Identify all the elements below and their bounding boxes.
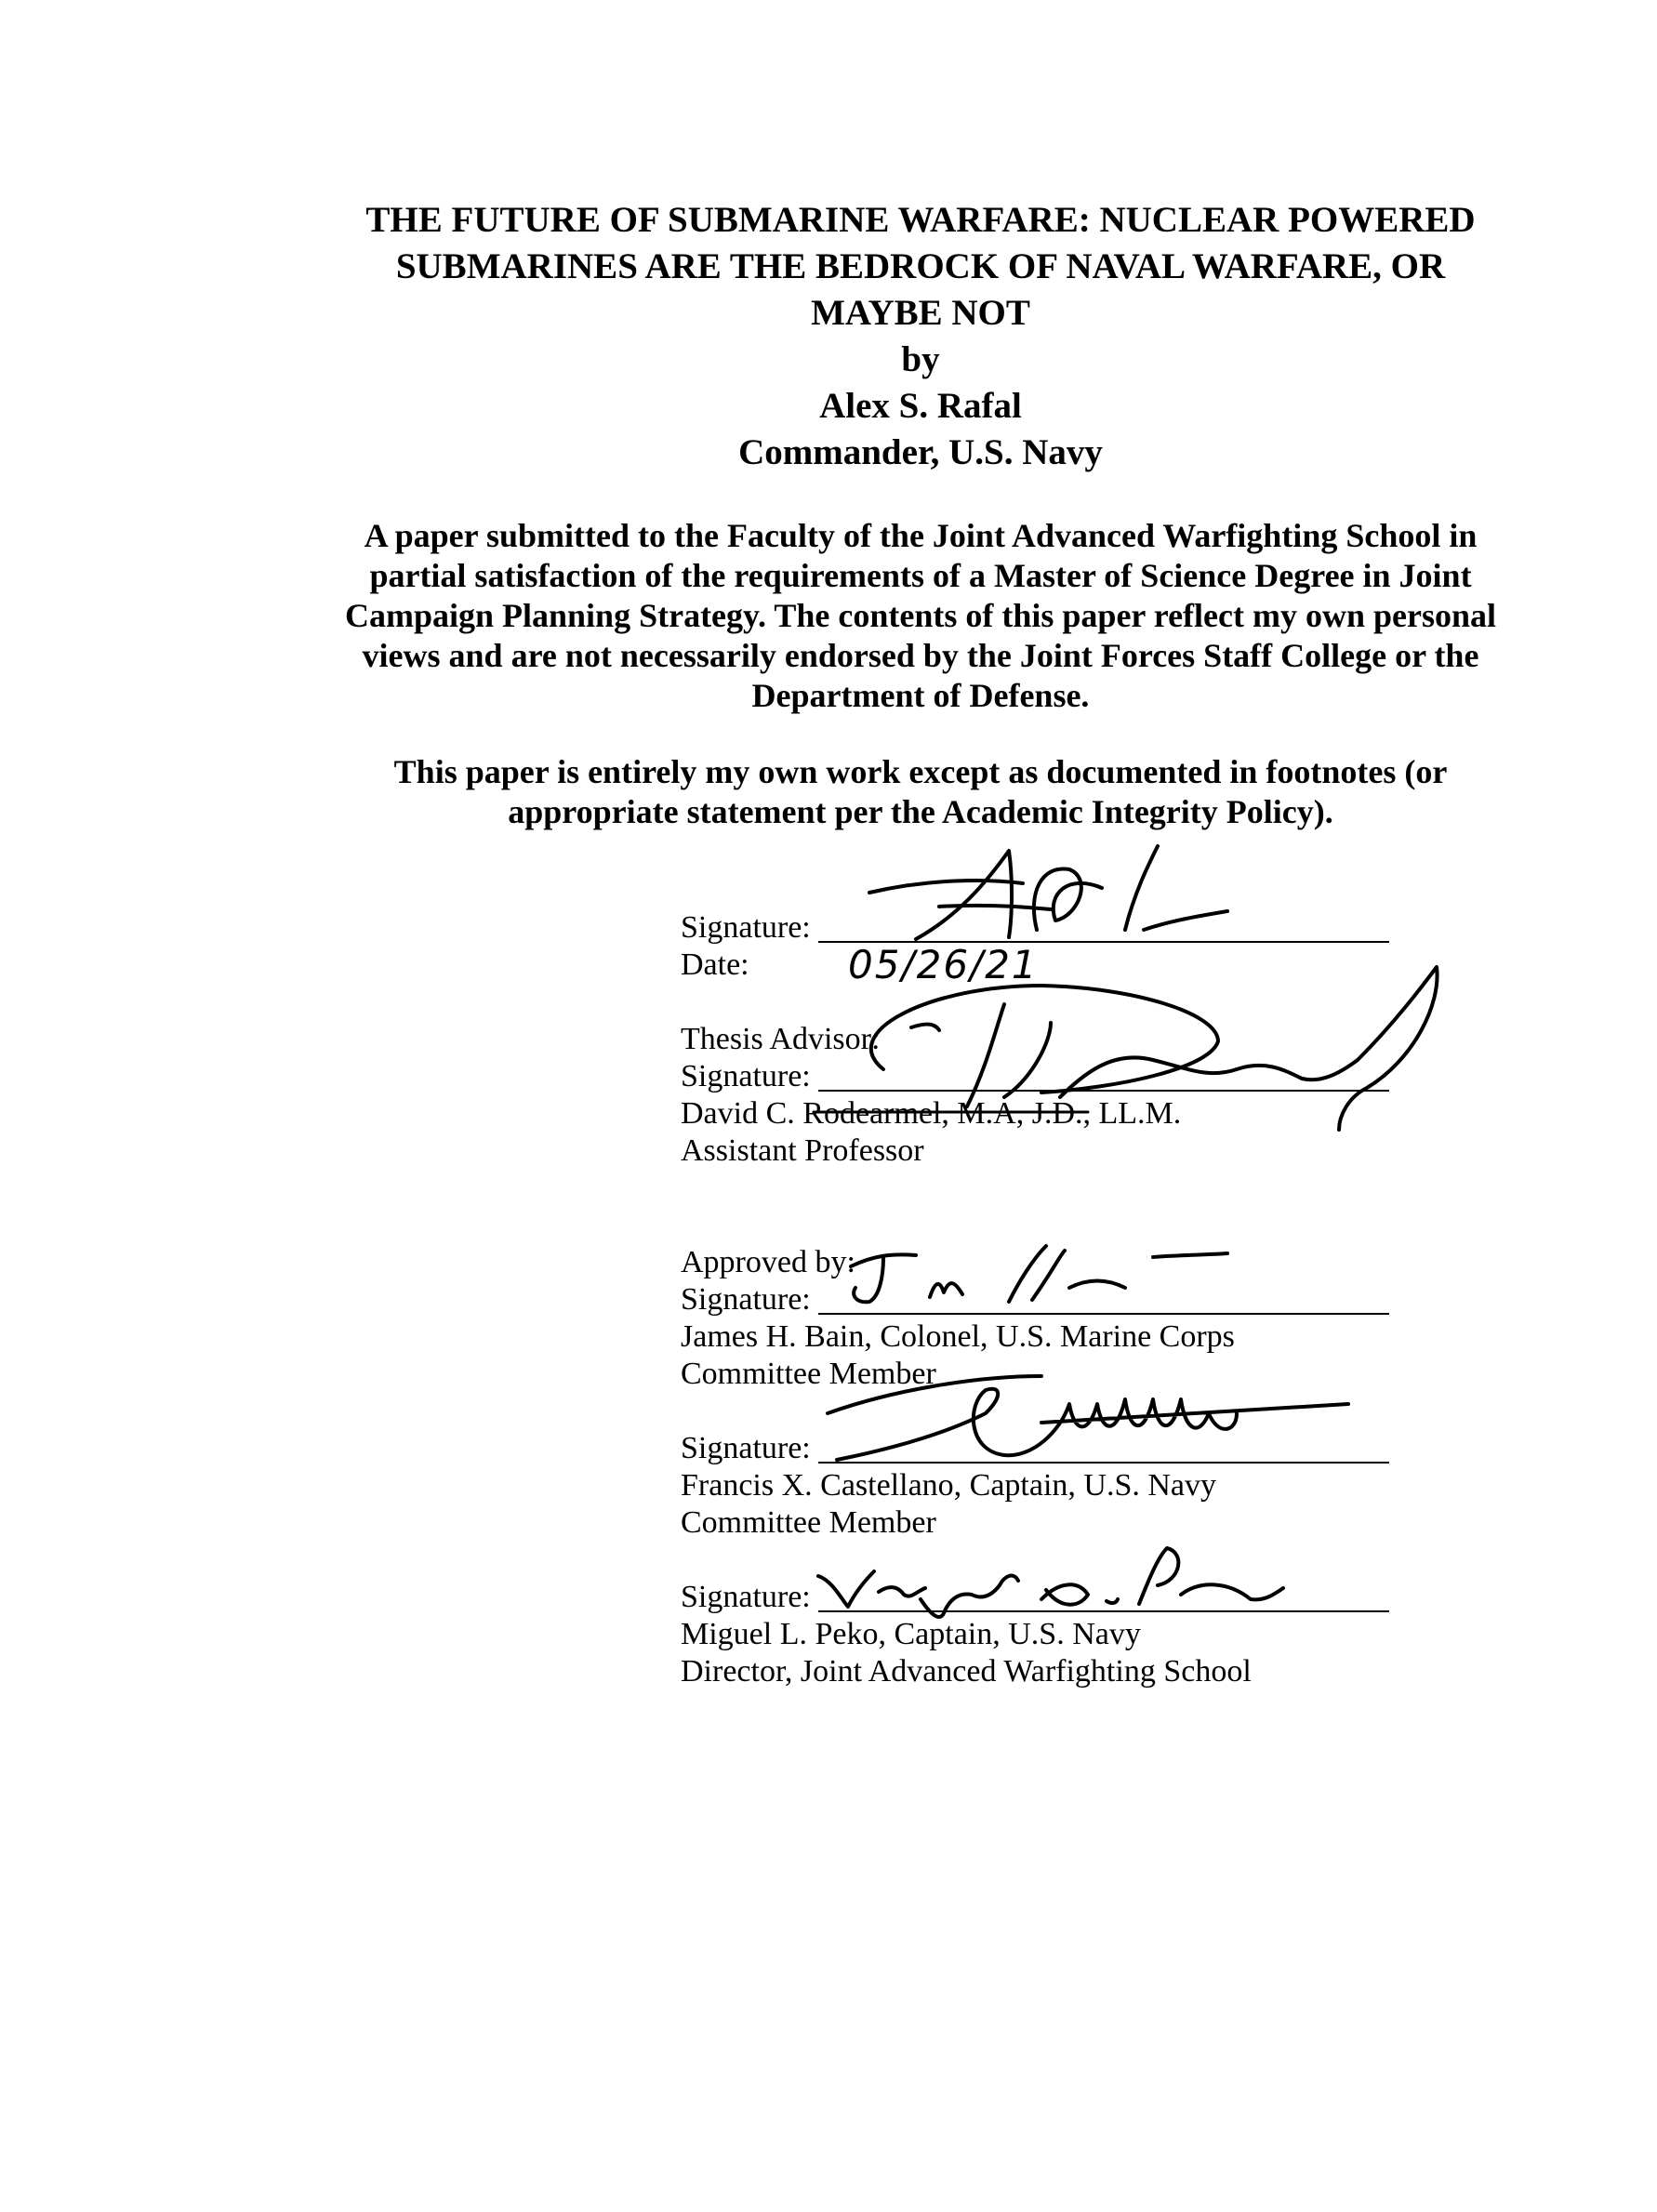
statement-line: Department of Defense. [751,677,1090,714]
statement-line: A paper submitted to the Faculty of the Joint Advanced Warfighting School in [364,517,1478,554]
title-block [307,197,1534,476]
date-handwritten: 05/26/21 [848,942,1039,987]
title-line: MAYBE NOT [811,293,1030,333]
statement-line: views and are not necessarily endorsed by the Joint Forces Staff College or the [362,637,1479,674]
member1-signature-line [818,1313,1389,1315]
member1-role: Committee Member [681,1357,936,1391]
approval-heading: Approved by: [681,1245,855,1279]
statement-line: partial satisfaction of the requirements of a Master of Science Degree in Joint [369,557,1472,594]
member3-name: Miguel L. Peko, Captain, U.S. Navy [681,1617,1141,1651]
author-handwritten-signature [869,846,1227,939]
integrity-line: appropriate statement per the Academic Integrity Policy). [508,793,1333,830]
advisor-name: David C. Rodearmel, M.A, J.D., LL.M. [681,1096,1182,1131]
title-line: THE FUTURE OF SUBMARINE WARFARE: NUCLEAR POWERED [365,200,1476,240]
date-label: Date: [681,947,749,982]
title-line: SUBMARINES ARE THE BEDROCK OF NAVAL WARFARE, OR [395,246,1446,286]
statement-line: Campaign Planning Strategy. The contents of this paper reflect my own personal [344,597,1497,634]
member3-signature-line [818,1610,1389,1612]
advisor-title: Assistant Professor [681,1133,924,1168]
member1-handwritten-signature [851,1246,1227,1302]
submission-statement [279,516,1562,716]
integrity-statement [279,752,1562,832]
member3-handwritten-signature [818,1548,1283,1617]
member1-name: James H. Bain, Colonel, U.S. Marine Corps [681,1319,1235,1354]
member2-signature-line [818,1462,1389,1464]
advisor-signature-line [818,1090,1389,1092]
member1-signature-label: Signature: [681,1282,811,1317]
author-signature-label: Signature: [681,910,811,945]
member2-name: Francis X. Castellano, Captain, U.S. Navy [681,1468,1217,1503]
author-name: Alex S. Rafal [819,386,1022,426]
advisor-heading: Thesis Advisor: [681,1022,881,1056]
member2-role: Committee Member [681,1505,936,1540]
member3-signature-label: Signature: [681,1580,811,1614]
advisor-signature-label: Signature: [681,1059,811,1093]
author-rank: Commander, U.S. Navy [738,432,1103,472]
byline: by [901,339,940,379]
member3-role: Director, Joint Advanced Warfighting School [681,1654,1252,1689]
integrity-line: This paper is entirely my own work except as documented in footnotes (or [393,753,1448,790]
member2-signature-label: Signature: [681,1431,811,1465]
